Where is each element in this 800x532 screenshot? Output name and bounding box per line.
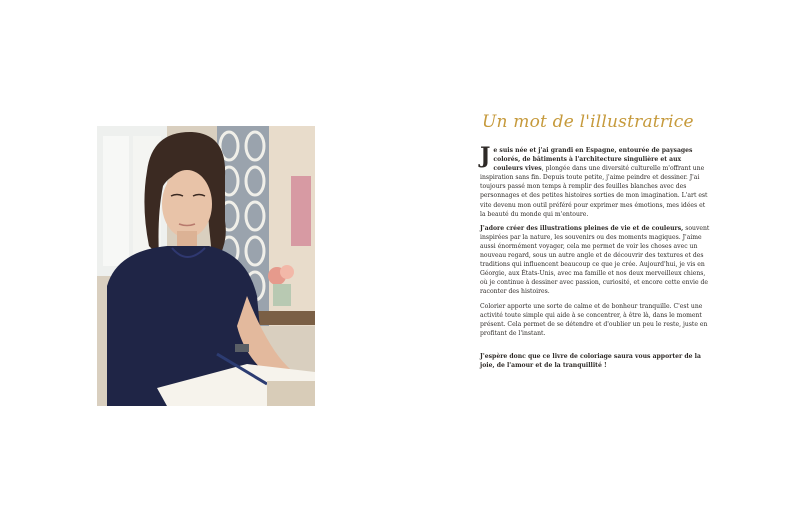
paragraph-coloring: Colorier apporte une sorte de calme et de bonheur tranquille. C'est une activité toute simple qui aide à se concentrer, à être là, dans le moment présent. Cela permet de se détendre et d'oublier un peu le reste, juste en profitant de l'instant. [480,302,708,337]
paragraph-illustrations [480,224,710,297]
illustrations-rest: souvent inspirées par la nature, les souvenirs ou des moments magiques. J'aime aussi énormément voyager, cela me permet de voir les choses avec un nouveau regard, sous un autre angle et de découvrir des textures et des traditions qui influencent beaucoup ce que je crée. Aujourd'hui, je vis en Géorgie, aux États-Unis, avec ma famille et nos deux merveilleux chiens, où je continue à dessiner avec passion, curiosité, et encore cette envie de raconter des histoires. [480,224,710,296]
illustrations-bold: J'adore créer des illustrations pleines de vie et de couleurs, [480,224,684,232]
drop-cap: J [480,143,491,169]
paragraph-closing: J'espère donc que ce livre de coloriage saura vous apporter de la joie, de l'amour et de la tranquillité ! [480,352,701,369]
intro-rest: , plongée dans une diversité culturelle m'offrant une inspiration sans fin. Depuis toute petite, j'aime peindre et dessiner. J'ai toujours passé mon temps à remplir des feuilles blanches avec des personnages et des petites histoires sorties de mon imagination. L'art est vite devenu mon outil préféré pour exprimer mes émotions, mes idées et la beauté du monde qui m'entoure. [480,165,708,218]
text-page [480,112,710,375]
illustrator-photo [97,126,315,406]
page-title: Un mot de l'illustratrice [482,112,694,132]
paragraph-intro [480,143,710,219]
intro-bold: e suis née et j'ai grandi en Espagne, entourée de paysages colorés, de bâtiments à l'architecture singulière et aux couleurs vives [493,147,693,173]
body-text [480,143,710,370]
portrait-illustration [97,126,315,406]
